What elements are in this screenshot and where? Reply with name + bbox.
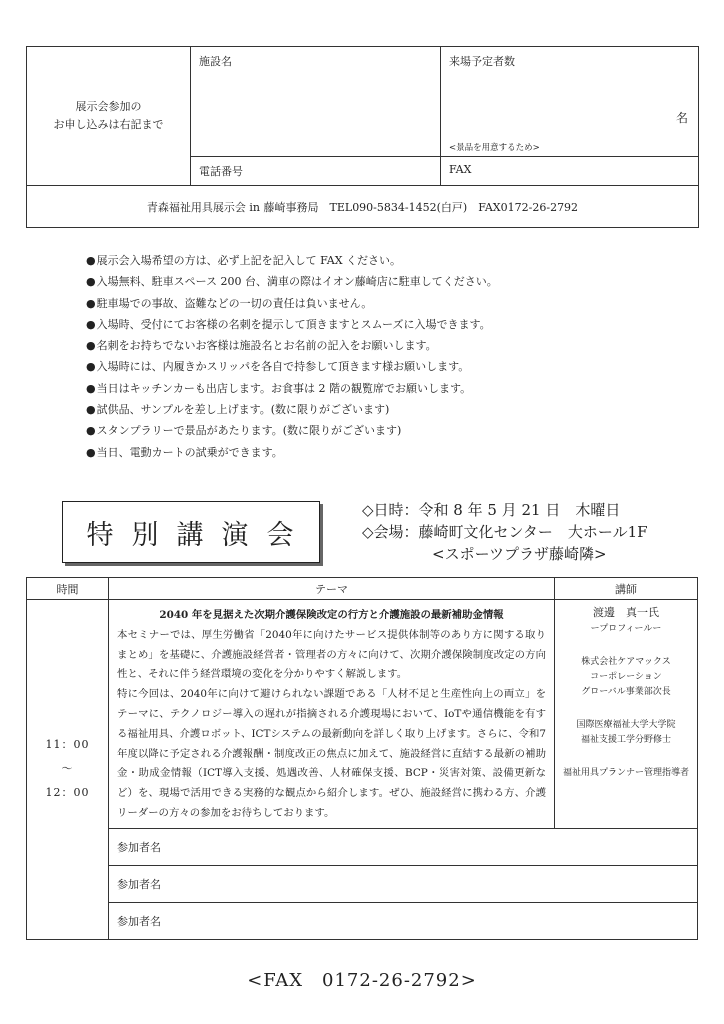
participant-name-field[interactable] bbox=[109, 828, 698, 865]
phone-number-field[interactable] bbox=[191, 157, 441, 186]
note-item: ● 当日はキッチンカーも出店します。お食事は 2 階の観覧席でお願いします。 bbox=[86, 378, 498, 399]
visitor-count-note: <景品を用意するため> bbox=[449, 143, 540, 153]
lecture-title: 特別講演会 bbox=[62, 501, 320, 563]
note-item: ● 駐車場での事故、盗難などの一切の責任は負いません。 bbox=[86, 293, 498, 314]
theme-heading: 2040 年を見据えた次期介護保険改定の行方と介護施設の最新補助金情報 bbox=[159, 609, 504, 621]
speaker-name: 渡邊 真一氏 bbox=[593, 606, 659, 619]
event-datetime: ◇日時：令和 8 年 5 月 21 日 木曜日 bbox=[362, 501, 621, 519]
fax-number-label: FAX bbox=[449, 163, 472, 176]
theme-paragraph-1: 本セミナーでは、厚生労働省「2040年に向けたサービス提供体制等のあり方に関する取りまとめ」を基礎に、介護施設経営者・管理者の方々に向けて、次期介護保険制度改定の方向性と、それに伴う経営環境の変化を分かりやすく解説します。 bbox=[117, 628, 546, 681]
office-contact: 青森福祉用具展示会 in 藤崎事務局 TEL090-5834-1452(白戸) FAX0172-26-2792 bbox=[27, 186, 699, 228]
note-item: ● 入場時には、内履きかスリッパを各自で持参して頂きます様お願いします。 bbox=[86, 356, 498, 377]
time-slot bbox=[27, 600, 109, 940]
event-venue: ◇会場：藤崎町文化センター 大ホール1F bbox=[362, 523, 648, 541]
participant-name-field[interactable] bbox=[109, 865, 698, 902]
lecture-schedule bbox=[26, 577, 698, 940]
time-separator: 〜 bbox=[61, 762, 74, 776]
participant-name-label: 参加者名 bbox=[117, 914, 161, 928]
event-venue-note: <スポーツプラザ藤崎隣> bbox=[432, 545, 607, 563]
header-speaker: 講師 bbox=[555, 578, 698, 600]
footer-fax-number: <FAX 0172-26-2792> bbox=[247, 970, 477, 991]
speaker-info bbox=[555, 600, 698, 829]
speaker-company: 株式会社ケアマックス bbox=[581, 657, 671, 667]
header-time: 時間 bbox=[27, 578, 109, 600]
note-item: ● 入場時、受付にてお客様の名刺を提示して頂きますとスムーズに入場できます。 bbox=[86, 314, 498, 335]
visitor-count-label: 来場予定者数 bbox=[449, 55, 515, 68]
theme-paragraph-2: 特に今回は、2040年に向けて避けられない課題である「人材不足と生産性向上の両立」をテーマに、テクノロジー導入の遅れが指摘される介護現場において、IoTや通信機能を有する福祉用具、介護ロボット、ICTシステムの最新動向を詳しく取り上げます。さらに、令和7年度以降に予定される介護報酬・制度改正の焦点に加えて、施設経営に直結する最新の補助金・助成金情報（ICT導入支援、処遇改善、人材確保支援、BCP・災害対策、設備更新など）を、現場で活用できる実務的な観点から紹介します。ぜひ、施設経営に携わる方、介護リーダーの方々の参加をお待ちしております。 bbox=[117, 688, 546, 819]
note-item: ● 入場無料、駐車スペース 200 台、満車の際はイオン藤崎店に駐車してください。 bbox=[86, 271, 498, 292]
participant-name-label: 参加者名 bbox=[117, 877, 161, 891]
note-item: ● 名刺をお持ちでないお客様は施設名とお名前の記入をお願いします。 bbox=[86, 335, 498, 356]
speaker-company-cont: コーポレーション bbox=[590, 672, 662, 682]
visitor-count-unit: 名 bbox=[675, 111, 688, 125]
instructions-line-2: お申し込みは右記まで bbox=[53, 118, 164, 131]
theme-description bbox=[109, 600, 555, 829]
time-start: 11：00 bbox=[45, 738, 90, 752]
facility-name-label: 施設名 bbox=[199, 55, 232, 68]
speaker-certification: 福祉用具プランナー管理指導者 bbox=[562, 768, 689, 778]
fax-number-field[interactable] bbox=[441, 157, 699, 186]
participant-name-field[interactable] bbox=[109, 902, 698, 939]
speaker-profile-label: ープロフィールー bbox=[590, 624, 662, 634]
note-item: ● 展示会入場希望の方は、必ず上記を記入して FAX ください。 bbox=[86, 250, 498, 271]
speaker-degree: 福祉支援工学分野修士 bbox=[580, 735, 671, 745]
speaker-position: グローバル事業部次長 bbox=[581, 687, 671, 697]
participant-name-label: 参加者名 bbox=[117, 840, 161, 854]
instructions-line-1: 展示会参加の bbox=[75, 100, 142, 113]
notes-list bbox=[86, 250, 498, 463]
note-item: ● スタンプラリーで景品があたります。(数に限りがございます) bbox=[86, 420, 498, 441]
facility-name-field[interactable] bbox=[191, 47, 441, 157]
note-item: ● 試供品、サンプルを差し上げます。(数に限りがございます) bbox=[86, 399, 498, 420]
application-form bbox=[26, 46, 699, 228]
time-end: 12：00 bbox=[45, 786, 90, 800]
header-theme: テーマ bbox=[109, 578, 555, 600]
phone-number-label: 電話番号 bbox=[199, 165, 243, 178]
speaker-university: 国際医療福祉大学大学院 bbox=[576, 720, 676, 730]
application-instructions bbox=[27, 47, 191, 186]
visitor-count-field[interactable] bbox=[441, 47, 699, 157]
note-item: ● 当日、電動カートの試乗ができます。 bbox=[86, 442, 498, 463]
event-info bbox=[362, 499, 648, 565]
